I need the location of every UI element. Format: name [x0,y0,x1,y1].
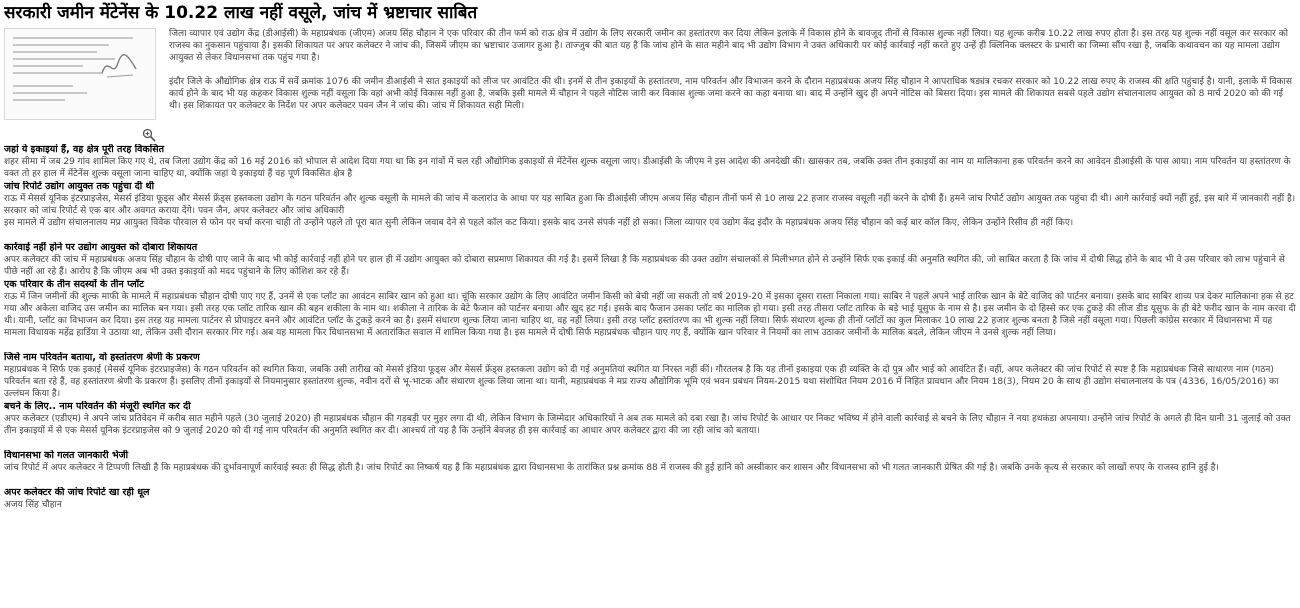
section-paragraph: महाप्रबंधक ने सिर्फ एक इकाई (मेसर्स यूनिक इंटरप्राइजेस) के गठन परिवर्तन को स्थगित किया, जबकि उसी तारीख को मेसर्स इंडिया फूड्स और मेसर्स फ्रेंड्स हस्तकला उद्योग को दी गई अनुमतियां स्थगित या निरस्त नहीं कीं। गौरतलब है कि यह तीनों इकाइयां एक ही व्यक्ति के दो पुत्र और भाई को आवंटित हैं। वहीं, अपर कलेक्टर की जांच रिपोर्ट से स्पष्ट है कि महाप्रबंधक जिसे साधारण नाम (गठन) परिवर्तन बता रहे हैं, वह हस्तांतरण श्रेणी के प्रकरण हैं। इसलिए तीनों इकाइयों से नियमानुसार हस्तांतरण शुल्क, नवीन दरों से भू-भाटक और संधारण शुल्क लिया जाना था। यानी, महाप्रबंधक ने मप्र राज्य औद्योगिक भूमि एवं भवन प्रबंधन नियम-2015 यथा संशोधित नियम 2016 में निहित प्रावधान और नियम 18(3), नियम 20 के साथ ही उद्योग संचालनालय के पत्र (4336, 16/05/2016) का उल्लंघन किया है। [4,365,1279,399]
section-paragraph: राऊ में जिन जमीनों की शुल्क माफी के मामले में महाप्रबंधक चौहान दोषी पाए गए हैं, उनमें से एक प्लॉट का आवंटन साबिर खान को हुआ था। चूंकि सरकार उद्योग के लिए आवंटित जमीन किसी को बेची नहीं जा सकती तो वर्ष 2019-20 में इसका दूसरा रास्ता निकाला गया। साबिर ने पहले अपने भाई तारिक खान के बेटे वाजिद को पार्टनर बनाया। इसके बाद साबिर शाव्य पत्र देकर मालिकाना हक से हट गया और अकेला वाजिद उस जमीन का मालिक बन गया। इसी तरह एक प्लॉट तारिक खान की बहन शकीला के नाम था। शकीला ने तारिक के बेटे फैजान को पार्टनर बनाया और खुद हट गई। इसके बाद फैजान उसका प्लॉट का मालिक हो गया। इसी तरह तीसरा प्लॉट तारिक के बड़े भाई यूसुफ के नाम से है। इस जमीन के दो हिस्से कर एक टुकड़े की लीज डीड यूसुफ के ही बेटे फरीद खान के नाम करवा दी थी। यानी, प्लॉट का विभाजन कर दिया। इस तरह यह मामला पार्टनर से प्रोपाइटर बनने और आवंटित प्लॉट के टुकड़े करने का है। इसमें संधारण शुल्क लिया जाना चाहिए था, वह नहीं लिया। इसी तरह प्लॉट हस्तांतरण का भी शुल्क नहीं लिया। सिर्फ संधारण शुल्क ही तीनों प्लॉटों का कुल मिलाकर 10 लाख 22 हजार शुल्क बनता है जिसे नहीं वसूला गया। पिछली कांग्रेस सरकार में विधानसभा में यह मामला विधायक महेंद्र हार्डिया ने उठाया था, लेकिन उसी दौरान सरकार गिर गई। अब यह मामला फिर विधानसभा में अतारांकित सवाल में शामिल किया गया है। इस मामले में दोषी सिर्फ महाप्रबंधक चौहान पाए गए हैं, क्योंकि खान परिवार ने नियमों का लाभ उठाकर जमीनों के मालिक बदले, लेकिन जीएम ने उनसे शुल्क नहीं लिया। [4,292,1296,338]
article-body [4,144,1296,511]
lead-paragraph: जिला व्यापार एवं उद्योग केंद्र (डीआईसी) के महाप्रबंधक (जीएम) अजय सिंह चौहान ने एक परिवार की तीन फर्म को राऊ क्षेत्र में उद्योग के लिए सरकारी जमीन का हस्तांतरण कर दिया लेकिन इलाके में विकास होने के बावजूद तीनों से विकास शुल्क नहीं लिया। यह शुल्क करीब 10.22 लाख रुपए होता है। इस तरह यह शुल्क नहीं वसूल कर सरकार को राजस्व का नुकसान पहुंचाया है। इसकी शिकायत पर अपर कलेक्टर ने जांच की, जिसमें जीएम का भ्रष्टाचार उजागर हुआ है। ताज्जुब की बात यह है कि जांच होने के सात महीने बाद भी उद्योग विभाग ने उक्त अधिकारी पर कोई कार्रवाई नहीं करते हुए उन्हें ही क्लिनिक क्लस्टर के प्रभारी का जिम्मा सौंप रखा है, जबकि कथावचन का यह मामला उद्योग आयुक्त से लेकर विधानसभा तक पहुंच गया है। [169,29,1288,63]
zoom-icon[interactable] [142,128,156,142]
section-heading: बचने के लिए.. नाम परिवर्तन की मंजूरी स्थगित कर दी [4,401,191,412]
section-paragraph: राऊ में मेसर्स यूनिक इंटरप्राइजेस, मेसर्स इंडिया फूड्स और मेसर्स फ्रेंड्स हस्तकला उद्योग के गठन परिवर्तन और शुल्क वसूली के मामले की जांच में कलारांउ के आधा पर यह साबित हुआ कि डीआईसी जीएम अजय सिंह चौहान तीनों फर्म से 10 लाख 22 हजार राजस्व वसूली नहीं करने के दोषी हैं। हमने जांच रिपोर्ट उद्योग आयुक्त तक पहुंचा दी थी। आगे कार्रवाई क्यों नहीं हुई, इस बारे में जानकारी नहीं है। सरकार को जांच रिपोर्ट से एक बार और अवगत कराया देंगे। पवन जैन, अपर कलेक्टर और जांच अधिकारी [4,194,1296,216]
lead-paragraph: इंदौर जिले के औद्योगिक क्षेत्र राऊ में सर्वे क्रमांक 1076 की जमीन डीआईसी ने सात इकाइयों को लीज पर आवंटित की थी। इनमें से तीन इकाइयों के हस्तांतरण, नाम परिवर्तन और विभाजन करने के दौरान महाप्रबंधक अजय सिंह चौहान ने आपराधिक षड्यंत्र रचकर सरकार को 10.22 लाख रुपए के राजस्व की क्षति पहुंचाई है। यानी, इलाके में विकास कार्य होने के बाद भी यह कहकर विकास शुल्क नहीं वसूला कि वहां अभी कोई विकास नहीं हुआ है, जबकि इसी मामले में चौहान ने पहले नोटिस जारी कर विकास शुल्क जमा करने का कहा बनाया था। बाद में उन्होंने खुद ही अपने नोटिस को बिसरा दिया। इस मामले की शिकायत सबसे पहले उद्योग संचालनालय आयुक्त को 8 मार्च 2020 को की गई थी। इस शिकायत पर कलेक्टर के निर्देश पर अपर कलेक्टर पवन जैन ने जांच की। जांच में शिकायत सही मिली। [169,77,1292,111]
section-heading: अपर कलेक्टर की जांच रिपोर्ट खा रही धूल [4,487,150,498]
section-paragraph: जांच रिपोर्ट में अपर कलेक्टर ने टिप्पणी लिखी है कि महाप्रबंधक की दुर्भावनापूर्ण कार्रवाई स्वतः ही सिद्ध होती है। जांच रिपोर्ट का निष्कर्ष यह है कि महाप्रबंधक द्वारा विधानसभा के तारांकित प्रश्न क्रमांक 88 में राजस्व की हुई हानि को अस्वीकार कर शासन और विधानसभा को भी गलत जानकारी प्रेषित की गई है। जबकि उनके कृत्य से सरकार को लाखों रुपए के राजस्व हानि हुई है। [4,463,1219,473]
section-paragraph: अपर कलेक्टर (एडीएम) ने अपने जांच प्रतिवेदन में करीब सात महीने पहले (30 जुलाई 2020) ही महाप्रबंधक चौहान की गड़बड़ी पर मुहर लगा दी थी, लेकिन विभाग के जिम्मेदार अधिकारियों ने अब तक मामले को दबा रखा है। जांच रिपोर्ट के आधार पर निकट भविष्य में होने वाली कार्रवाई से बचने के लिए चौहान ने नया हथकंडा अपनाया। उन्होंने जांच रिपोर्ट के अगले ही दिन यानी 31 जुलाई को उक्त तीन इकाइयों में से एक मेसर्स यूनिक इंटरप्राइजेस को 9 जुलाई 2020 को दी गई नाम परिवर्तन की अनुमति स्थगित कर दी। आश्चर्य तो यह है कि उन्होंने बेवजह ही इस कार्रवाई का आधार अपर कलेक्टर द्वारा की जा रही जांच को बताया। [4,414,1291,436]
article-lead [4,28,1296,120]
article-headline: सरकारी जमीन मेंटेनेंस के 10.22 लाख नहीं वसूले, जांच में भ्रष्टाचार साबित [4,3,478,23]
section-heading: एक परिवार के तीन सदस्यों के तीन प्लॉट [4,279,144,290]
section-paragraph: अपर कलेक्टर की जांच में महाप्रबंधक अजय सिंह चौहान के दोषी पाए जाने के बाद भी कोई कार्रवाई नहीं होने पर हाल ही में उद्योग आयुक्त को दोबारा सप्रमाण शिकायत की गई है। इसमें लिखा है कि महाप्रबंधक की उक्त उद्योग संचालकों से मिलीभगत होने से उन्होंने सिर्फ एक इकाई की अनुमति स्थगित की, जो साबित करता है कि जांच में दोषी सिद्ध होने के बाद भी वे उस परिवार को लाभ पहुंचाने से पीछे नहीं आ रहे हैं। आरोप है कि जीएम अब भी उक्त इकाइयों को मदद पहुंचाने के लिए कोशिश कर रहे हैं। [4,255,1285,277]
signature-image [99,51,139,81]
document-thumbnail[interactable] [4,28,156,120]
section-paragraph: अजय सिंह चौहान [4,500,62,510]
section-heading: जांच रिपोर्ट उद्योग आयुक्त तक पहुंचा दी थी [4,181,155,192]
section-paragraph: शहर सीमा में जब 29 गांव शामिल किए गए थे, तब जिला उद्योग केंद्र को 16 मई 2016 को भोपाल से आदेश दिया गया था कि इन गांवों में चल रही औद्योगिक इकाइयों से मेंटेनेंस शुल्क वसूला जाए। डीआईसी के जीएम ने इस आदेश की अनदेखी की। खासकर तब, जबकि उक्त तीन इकाइयों का नाम या मालिकाना हक परिवर्तन करने का आवेदन डीआईसी के पास आया। नाम परिवर्तन या हस्तांतरण के वक्त तो हर हाल में मेंटेनेंस शुल्क वसूला जाना चाहिए था, क्योंकि जहां ये इकाइयां हैं वह पूर्ण विकसित क्षेत्र है [4,157,1291,179]
section-heading: विधानसभा को गलत जानकारी भेजी [4,450,129,461]
section-heading: कार्रवाई नहीं होने पर उद्योग आयुक्त को दोबारा शिकायत [4,242,198,253]
lead-text [169,28,1296,124]
section-paragraph: इस मामले में उद्योग संचालनालय मप्र आयुक्त विवेक पोरवाल से फोन पर चर्चा करना चाही तो उन्होंने पहले तो पूरा बात सुनी लेकिन जवाब देने से पहले कॉल कट किया। इसके बाद उनसे संपर्क नहीं हो सका। जिला व्यापार एवं उद्योग केंद्र इंदौर के महाप्रबंधक अजय सिंह चौहान को कई बार कॉल किए, लेकिन उन्होंने रिसीव ही नहीं किए। [4,218,1074,228]
section-heading: जहां ये इकाइयां हैं, वह क्षेत्र पूरी तरह विकसित [4,144,165,155]
section-heading: जिसे नाम परिवर्तन बताया, वो हस्तांतरण श्रेणी के प्रकरण [4,352,200,363]
